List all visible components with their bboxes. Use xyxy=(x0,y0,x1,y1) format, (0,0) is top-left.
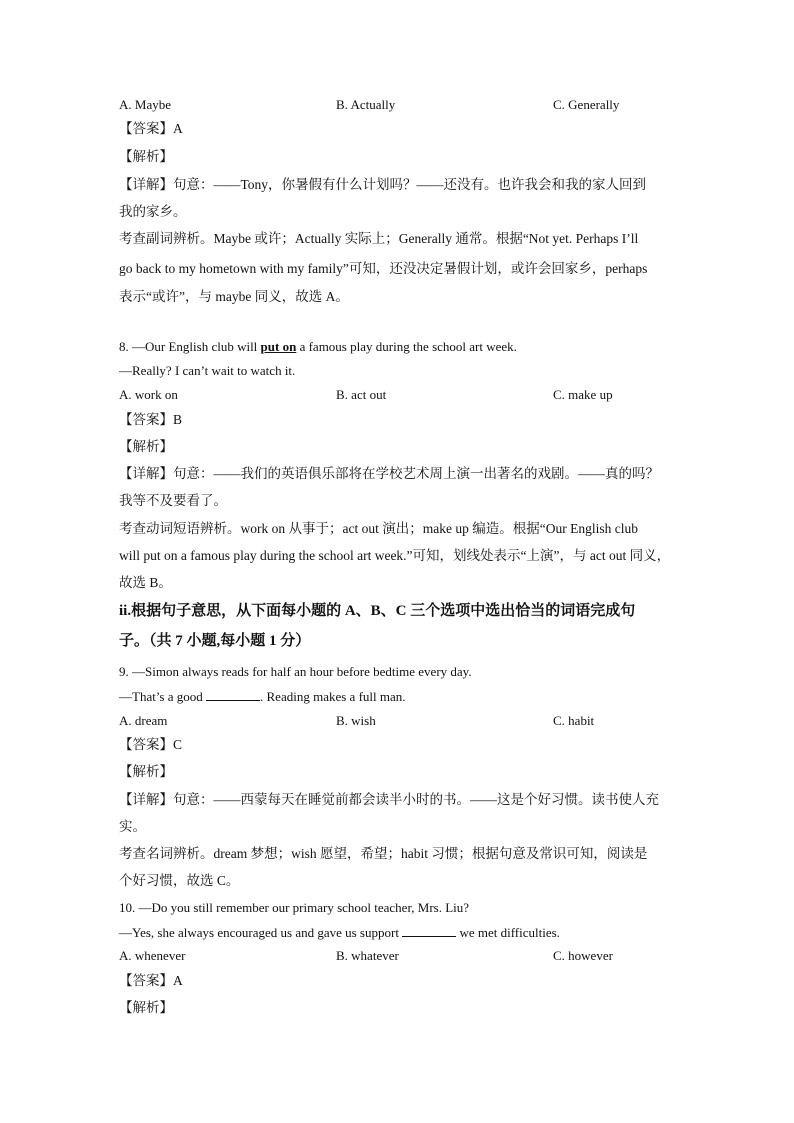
q9-detail-line-2: 实。 xyxy=(119,819,146,834)
q9-explanation-line-1: 考查名词辨析。dream 梦想；wish 愿望，希望；habit 习惯；根据句意及常识可知，阅读是 xyxy=(119,846,648,861)
q7-explanation-line-3: 表示“或许”，与 maybe 同义，故选 A。 xyxy=(119,289,349,304)
q9-text-before: —That’s a good xyxy=(119,689,207,704)
q10-question-line-1: 10. —Do you still remember our primary school teacher, Mrs. Liu? xyxy=(119,900,470,915)
option-c: C. however xyxy=(553,948,613,963)
q9-explanation-line-2: 个好习惯，故选 C。 xyxy=(119,873,240,888)
q9-question-line-2 xyxy=(119,689,406,703)
q10-text-after: we met difficulties. xyxy=(456,925,560,940)
section-heading-line-1: ii.根据句子意思，从下面每小题的 A、B、C 三个选项中选出恰当的词语完成句 xyxy=(119,603,636,619)
q9-answer: 【答案】C xyxy=(119,737,183,752)
q8-detail-line-2: 我等不及要看了。 xyxy=(119,493,227,508)
option-c: C. habit xyxy=(553,713,595,728)
q8-text-after: a famous play during the school art week. xyxy=(296,339,517,354)
option-a: A. work on xyxy=(119,387,178,402)
option-b: B. whatever xyxy=(336,948,399,963)
option-a: A. whenever xyxy=(119,948,186,963)
section-heading-line-2: 子。（共 7 小题,每小题 1 分） xyxy=(119,633,311,649)
q8-detail-line-1: 【详解】句意：——我们的英语俱乐部将在学校艺术周上演一出著名的戏剧。——真的吗？ xyxy=(119,466,659,481)
q8-explanation-line-2: will put on a famous play during the school art week.”可知，划线处表示“上演”，与 act out 同义， xyxy=(119,548,671,563)
q8-question-line-1 xyxy=(119,340,517,353)
q9-question-line-1: 9. —Simon always reads for half an hour before bedtime every day. xyxy=(119,664,472,679)
option-b: B. act out xyxy=(336,387,387,402)
option-c: C. Generally xyxy=(553,97,620,112)
q9-detail-line-1: 【详解】句意：——西蒙每天在睡觉前都会读半小时的书。——这是个好习惯。读书使人充 xyxy=(119,792,659,807)
option-b: B. wish xyxy=(336,713,376,728)
q7-analysis-label: 【解析】 xyxy=(119,149,173,164)
option-b: B. Actually xyxy=(336,97,396,112)
option-c: C. make up xyxy=(553,387,613,402)
q9-text-after: . Reading makes a full man. xyxy=(260,689,406,704)
q10-question-line-2 xyxy=(119,925,560,939)
q8-underlined-phrase: put on xyxy=(260,339,297,354)
q8-analysis-label: 【解析】 xyxy=(119,439,173,454)
q10-text-before: —Yes, she always encouraged us and gave us support xyxy=(119,925,403,940)
q7-explanation-line-2: go back to my hometown with my family”可知，还没决定暑假计划，或许会回家乡，perhaps xyxy=(119,261,648,276)
q8-explanation-line-1: 考查动词短语辨析。work on 从事于；act out 演出；make up 编造。根据“Our English club xyxy=(119,521,638,536)
q7-detail-line-2: 我的家乡。 xyxy=(119,204,187,219)
answer-blank xyxy=(402,925,456,937)
q10-analysis-label: 【解析】 xyxy=(119,1000,173,1015)
q8-answer: 【答案】B xyxy=(119,412,183,427)
q8-text-before: 8. —Our English club will xyxy=(119,339,261,354)
option-a: A. dream xyxy=(119,713,168,728)
q10-answer: 【答案】A xyxy=(119,973,183,988)
option-a: A. Maybe xyxy=(119,97,171,112)
q7-detail-line-1: 【详解】句意：——Tony，你暑假有什么计划吗？——还没有。也许我会和我的家人回到 xyxy=(119,177,647,192)
q7-explanation-line-1: 考查副词辨析。Maybe 或许；Actually 实际上；Generally 通常。根据“Not yet. Perhaps I’ll xyxy=(119,231,639,246)
answer-blank xyxy=(206,689,260,701)
q9-analysis-label: 【解析】 xyxy=(119,764,173,779)
q8-explanation-line-3: 故选 B。 xyxy=(119,575,172,590)
q8-question-line-2: —Really? I can’t wait to watch it. xyxy=(119,363,296,378)
q7-answer: 【答案】A xyxy=(119,121,183,136)
